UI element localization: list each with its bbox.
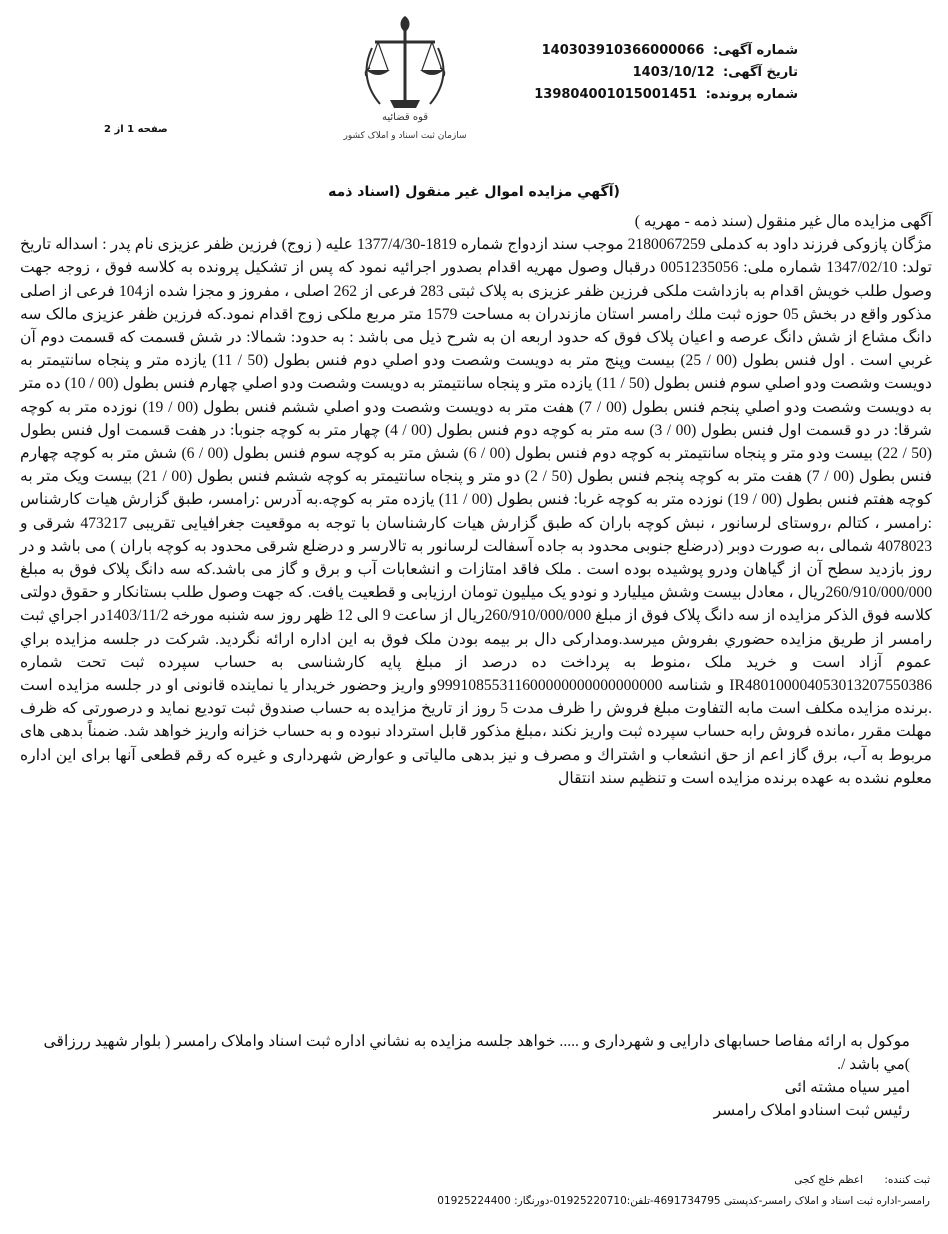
closing-line: موکول به ارائه مفاصا حسابهای دارایی و شهرداری و ..... خواهد جلسه مزایده به نشاني اداره ثبت اسناد واملاک رامسر ( بلوار شهید ررزاقی )مي باشد /. <box>43 1033 910 1073</box>
tulip-icon <box>401 16 410 32</box>
signer-name: امیر سیاه مشته ائی <box>784 1079 910 1096</box>
notice-number-row <box>534 40 798 62</box>
closing-section <box>40 1030 910 1122</box>
notice-number-value: 140303910366000066 <box>541 43 705 58</box>
notice-meta <box>534 40 798 106</box>
notice-date-label: تاریخ آگهی: <box>723 65 798 80</box>
registrar-label: ثبت کننده: <box>884 1174 930 1186</box>
page-number: صفحه 1 از 2 <box>104 124 168 135</box>
notice-number-label: شماره آگهی: <box>712 43 798 58</box>
emblem-bottom-text: سازمان ثبت اسناد و املاک کشور <box>343 131 467 141</box>
judiciary-emblem <box>343 8 467 148</box>
notice-title: (آگهي مزايده اموال غير منقول (اسناد ذمه <box>328 184 620 200</box>
case-number-value: 139804001015001451 <box>534 87 698 102</box>
registrar-row <box>220 1170 930 1191</box>
registrar-name: اعظم خلج کجی <box>794 1174 864 1186</box>
signer-title: رئیس ثبت اسنادو املاک رامسر <box>713 1102 910 1119</box>
notice-date-value: 1403/10/12 <box>632 65 715 80</box>
notice-footer <box>220 1170 930 1212</box>
notice-subtitle: آگهی مزایده مال غیر منقول (سند ذمه - مهریه ) <box>634 213 932 230</box>
emblem-top-text: قوه قضائیه <box>381 112 429 123</box>
notice-date-row <box>534 62 798 84</box>
case-number-row <box>534 84 798 106</box>
notice-body <box>20 210 932 790</box>
address-line: رامسر-اداره ثبت اسناد و املاک رامسر-کدپستی 4691734795-تلفن:01925220710-دورنگار: 01925224400 <box>437 1195 930 1207</box>
case-number-label: شماره پرونده: <box>705 87 798 102</box>
notice-paragraph: مژگان پازوکی فرزند داود به کدملی 2180067259 موجب سند ازدواج شماره 1819-1377/4/30 علیه ( زوج) فرزین ظفر عزیزی نام پدر : اسداله تاریخ تولد: 1347/02/10 شماره ملی: 0051235056 درقبال وصول مهریه اقدام بصدور اجرائیه نمود که پس از تشکیل پرونده به کلاسه فوق ، زوجه جهت وصول طلب خویش اقدام به بازداشت ملکی فرزین ظفر عزیزی به پلاک ثبتی 283 فرعی از 262 اصلی ، مفروز و مجزا شده از104 فرعی از اصلی مذکور واقع در بخش 05 حوزه ثبت ملك رامسر استان مازندران به مساحت 1579 متر مربع ملکی زوج اقدام نمود.که فرزین ظفر عزیزی مالک سه دانگ مشاع از شش دانگ عرصه و اعیان پلاک فوق که حدود اربعه ان به شرح ذیل می باشد : به حدود: شمالا: در شش قسمت كه قسمت دوم آن غربي است . اول فنس بطول (00 / 25) بیست وپنج متر به دویست وشصت ودو اصلي دوم فنس بطول (50 / 11) یازده متر و پنجاه سانتیمتر به دویست وشصت ودو اصلي سوم فنس بطول (50 / 11) یازده متر و پنجاه سانتیمتر به دویست وشصت ودو اصلي چهارم فنس بطول (00 / 10) ده متر به دویست وشصت ودو اصلي پنجم فنس بطول (00 / 7) هفت متر به دویست وشصت ودو اصلي ششم فنس بطول (00 / 19) نوزده متر به کوچه شرقا: در دو قسمت اول فنس بطول (00 / 3) سه متر به کوچه دوم فنس بطول (00 / 4) چهار متر به کوچه جنوبا: در هفت قسمت اول فنس بطول (50 / 22) بیست ودو متر و پنجاه سانتیمتر به کوچه دوم فنس بطول (00 / 6) شش متر به کوچه سوم فنس بطول (00 / 6) شش متر به کوچه چهارم فنس بطول (00 / 7) هفت متر به کوچه پنجم فنس بطول (50 / 2) دو متر و پنجاه سانتیمتر به کوچه ششم فنس بطول (00 / 21) بیست ویک متر به کوچه هفتم فنس بطول (00 / 19) نوزده متر به کوچه غربا: فنس بطول (00 / 11) یازده متر به کوچه.به آدرس :رامسر، طبق گزارش هیات کارشناس :رامسر ، کتالم ،روستای لرسانور ، نبش کوچه باران که طبق گزارش هیات کارشناسان با توجه به موقعیت جغرافیایی تقریبی 473217 شرقی و 4078023 شمالی ،به صورت دوبر (درضلع جنوبی محدود به جاده آسفالت لرسانور به تالارسر و درضلع شرقی محدود به کوچه باران ) می باشد و در روز بازدید سطح آن از گیاهان ودرو پوشیده بوده است . ملک فاقد امتازات و انشعابات آب و برق و گاز می باشد.که سه دانگ پلاک فوق به مبلغ 260/910/000/000ریال ، معادل بیست وشش میلیارد و نودو یک میلیون تومان ارزیابی و قطعیت یافت. که جهت وصول طلب بستانکار و حقوق دولتی کلاسه فوق الذکر مزایده از سه دانگ پلاک فوق از مبلغ 260/910/000/000ریال از ساعت 9 الی 12 ظهر روز سه شنبه مورخه 1403/11/2در اجراي ثبت رامسر از طریق مزایده حضوري بفروش میرسد.ومدارکی دال بر بیمه بودن ملک فوق به این اداره ارائه نگردید. شرکت در جلسه مزایده براي عموم آزاد است و خرید ملک ،منوط به پرداخت ده درصد از مبلغ پایه کارشناسی به حساب سپرده ثبت تحت شماره IR480100004053013207550386 و شناسه 99910855311600000000000000000و واریز وحضور خریدار یا نماینده قانونی او در جلسه مزایده است .برنده مزایده مکلف است مابه التفاوت مبلغ فروش را ظرف مدت 5 روز از تاریخ مزایده به حساب صندوق ثبت تودیع نماید و درصورتی که ظرف مهلت مقرر ،مانده فروش رابه حساب سپرده ثبت واریز نکند ،مبلغ مذکور قابل استرداد نبوده و به حساب خزانه واریز خواهد شد. ضمناً بدهی های مربوط به آب، برق گاز اعم از حق انشعاب و اشتراك و مصرف و نیز بدهی مالیاتی و عوارض شهرداری و غیره که رقم قطعی آنها برای این اداره معلوم نشده به عهده برنده مزایده است و تنظیم سند انتقال <box>20 236 933 787</box>
